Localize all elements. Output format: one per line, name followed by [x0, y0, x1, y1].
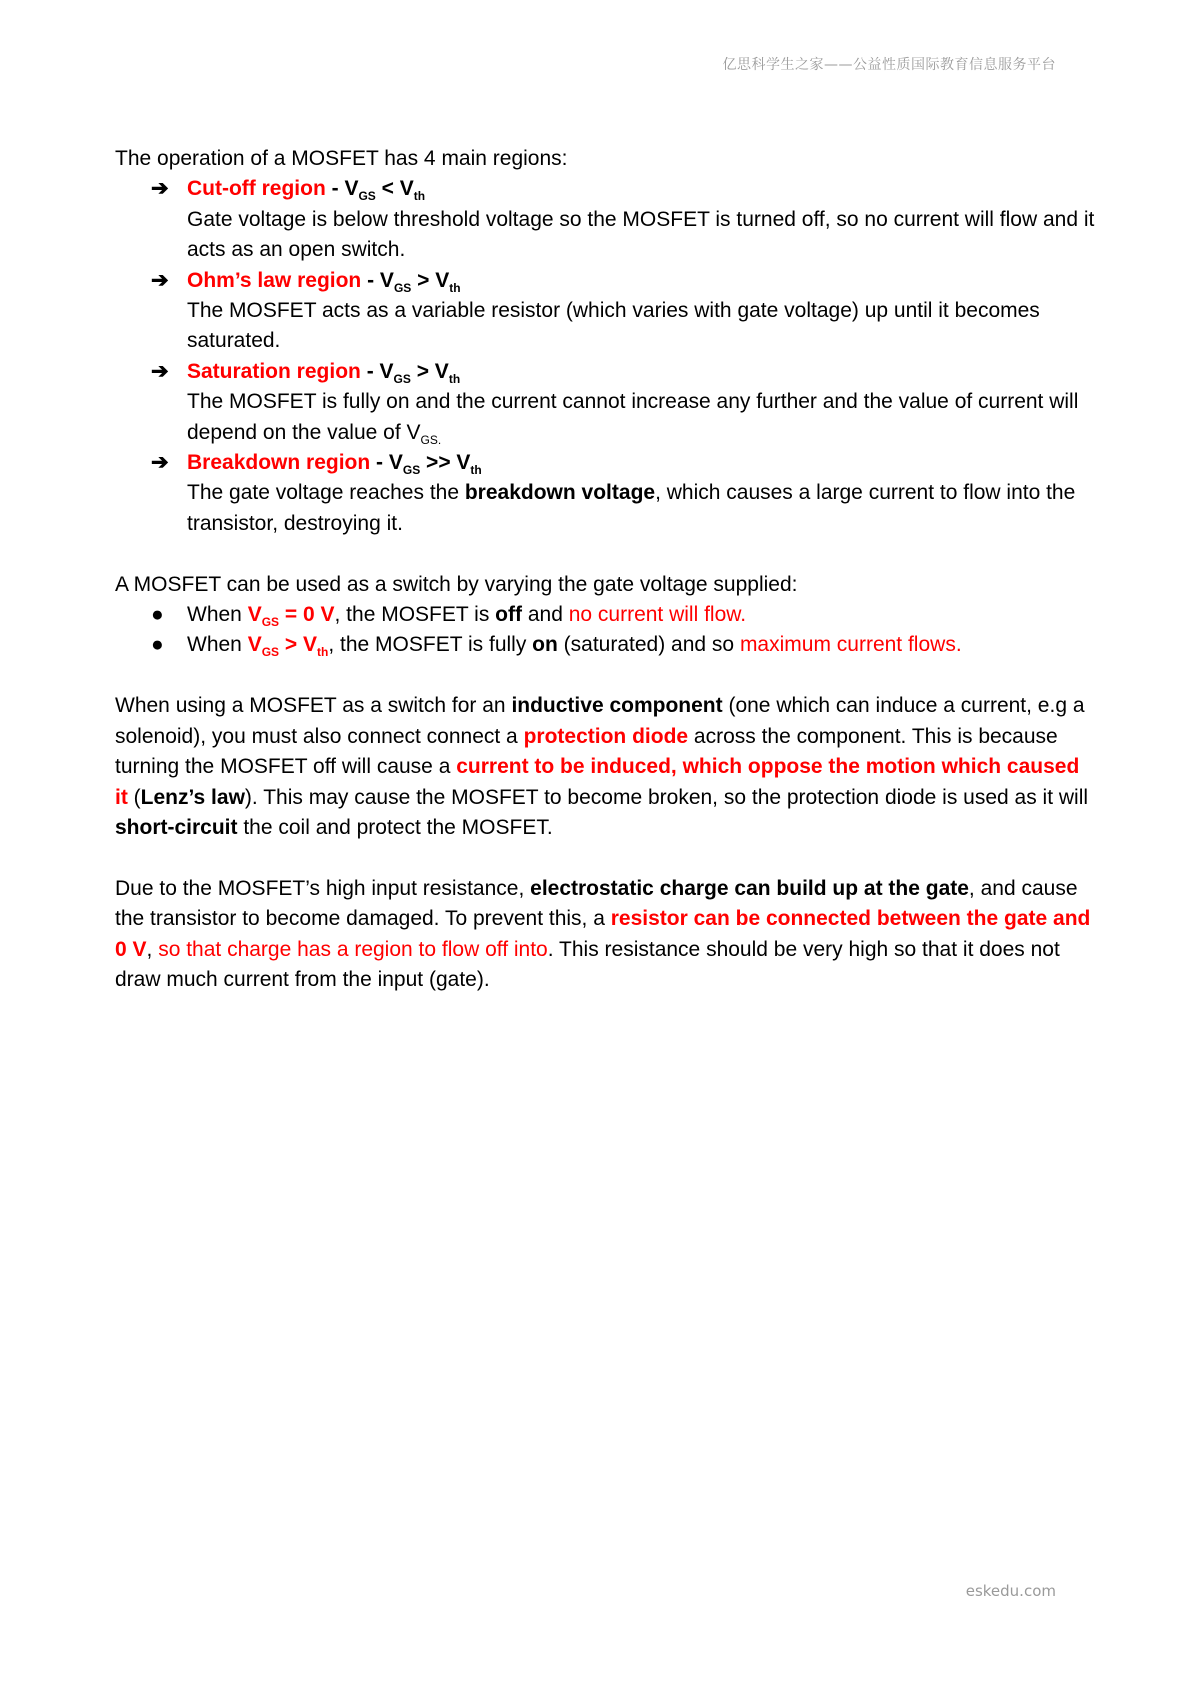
paragraph-text: (	[127, 785, 141, 809]
vgs-condition: = 0 V	[279, 603, 335, 627]
lenz-law-term: Lenz’s law	[140, 785, 245, 809]
bullet-text: (saturated) and so	[557, 633, 740, 657]
region-name: Cut-off region	[187, 177, 326, 201]
region-formula-v: - V	[360, 359, 394, 383]
region-ohms-law	[115, 266, 1095, 357]
arrow-icon: ➔	[151, 359, 169, 383]
paragraph-gap	[115, 843, 1095, 873]
paragraph-text: Due to the MOSFET’s high input resistance,	[115, 876, 531, 900]
description-text: The MOSFET is fully on and the current cannot increase any further and the value of current will depend on the value of V	[187, 390, 1079, 444]
switch-bullet-off	[115, 600, 1095, 630]
region-formula-op: < V	[375, 177, 414, 201]
subscript-gs: GS	[261, 645, 280, 660]
paragraph-text: across the component. This is because turning the MOSFET off will cause a	[115, 724, 1058, 779]
subscript-th: th	[413, 189, 426, 204]
regions-intro: The operation of a MOSFET has 4 main regions:	[115, 147, 568, 170]
subscript-gs: GS	[261, 615, 280, 630]
induced-current-term: current to be induced, which oppose the motion which caused it	[115, 755, 1080, 809]
region-saturation	[115, 357, 1095, 448]
vgs-condition: > V	[279, 633, 318, 657]
charge-flow-term: so that charge has a region to flow off into	[158, 937, 548, 961]
arrow-icon: ➔	[151, 451, 169, 475]
region-formula-op: >> V	[420, 451, 471, 475]
subscript-th: th	[470, 463, 482, 478]
subscript-th: th	[317, 645, 329, 660]
protection-diode-term: protection diode	[523, 724, 689, 748]
paragraph-gap	[115, 539, 1095, 569]
electrostatic-paragraph	[115, 874, 1095, 996]
switch-intro: A MOSFET can be used as a switch by varying the gate voltage supplied:	[115, 572, 798, 596]
subscript-gs: GS	[402, 463, 421, 478]
region-formula-v: - V	[325, 177, 359, 201]
bullet-result: no current will flow.	[568, 603, 747, 627]
inductive-component-term: inductive component	[511, 694, 723, 718]
electrostatic-term: electrostatic charge can build up at the gate	[530, 876, 969, 900]
subscript-gs: GS	[393, 280, 412, 295]
description-text: The gate voltage reaches the	[187, 481, 465, 505]
subscript-gs: GS.	[420, 432, 442, 447]
region-description: Gate voltage is below threshold voltage so the MOSFET is turned off, so no current will flow and it acts as an open switch.	[187, 207, 1095, 262]
region-breakdown	[115, 448, 1095, 539]
arrow-icon: ➔	[151, 268, 169, 292]
region-name: Saturation region	[187, 359, 361, 383]
bullet-text: and	[522, 603, 569, 627]
subscript-th: th	[448, 371, 461, 386]
subscript-th: th	[449, 280, 461, 295]
bullet-text: When	[187, 633, 248, 657]
vgs-symbol: V	[247, 633, 262, 657]
paragraph-text: When using a MOSFET as a switch for an	[115, 694, 512, 718]
bullet-text: , the MOSFET is	[334, 603, 496, 627]
paragraph-text: the coil and protect the MOSFET.	[237, 815, 553, 839]
region-heading	[187, 357, 1095, 387]
bullet-icon: ●	[151, 633, 164, 657]
description-text: , which causes a large current to flow into the transistor, destroying it.	[187, 481, 1076, 535]
region-formula-v: - V	[361, 268, 394, 292]
region-heading	[187, 448, 1095, 478]
region-formula-v: - V	[370, 451, 403, 475]
switch-bullet-on	[115, 630, 1095, 660]
state-on: on	[532, 633, 558, 657]
paragraph-text: . This resistance should be very high so that it does not draw much current from the input (gate).	[115, 937, 1060, 991]
paragraph-text: (one which can induce a current, e.g a solenoid), you must also connect connect a	[115, 694, 1085, 748]
short-circuit-term: short-circuit	[115, 815, 238, 839]
site-footer-text: eskedu.com	[965, 1582, 1056, 1600]
paragraph-text: ). This may cause the MOSFET to become broken, so the protection diode is used as it will	[244, 785, 1089, 809]
region-name: Ohm’s law region	[187, 268, 362, 292]
region-formula-op: > V	[410, 359, 449, 383]
subscript-gs: GS	[358, 189, 376, 204]
bullet-text: When	[187, 603, 248, 627]
region-heading	[187, 174, 1095, 204]
bullet-text: , the MOSFET is fully	[328, 633, 533, 657]
inductive-paragraph	[115, 691, 1095, 843]
subscript-gs: GS	[393, 371, 411, 386]
region-description	[187, 387, 1095, 448]
region-cutoff	[115, 174, 1095, 265]
state-off: off	[495, 603, 522, 627]
region-description	[187, 478, 1095, 539]
region-heading	[187, 266, 1095, 296]
region-name: Breakdown region	[187, 451, 371, 475]
arrow-icon: ➔	[151, 177, 169, 201]
paragraph-text: , and cause the transistor to become damaged. To prevent this, a	[115, 876, 1078, 931]
document-body	[115, 144, 1095, 995]
paragraph-gap	[115, 661, 1095, 691]
site-header-text: 亿思科学生之家——公益性质国际教育信息服务平台	[722, 57, 1056, 73]
region-formula-op: > V	[411, 268, 450, 292]
bullet-icon: ●	[151, 603, 164, 627]
vgs-symbol: V	[247, 603, 262, 627]
resistor-term: resistor can be connected between the gate and 0 V	[115, 907, 1091, 961]
region-description: The MOSFET acts as a variable resistor (which varies with gate voltage) up until it becomes saturated.	[187, 299, 1040, 353]
paragraph-text: ,	[146, 937, 159, 961]
breakdown-voltage-term: breakdown voltage	[464, 481, 656, 505]
bullet-result: maximum current flows.	[739, 633, 962, 657]
